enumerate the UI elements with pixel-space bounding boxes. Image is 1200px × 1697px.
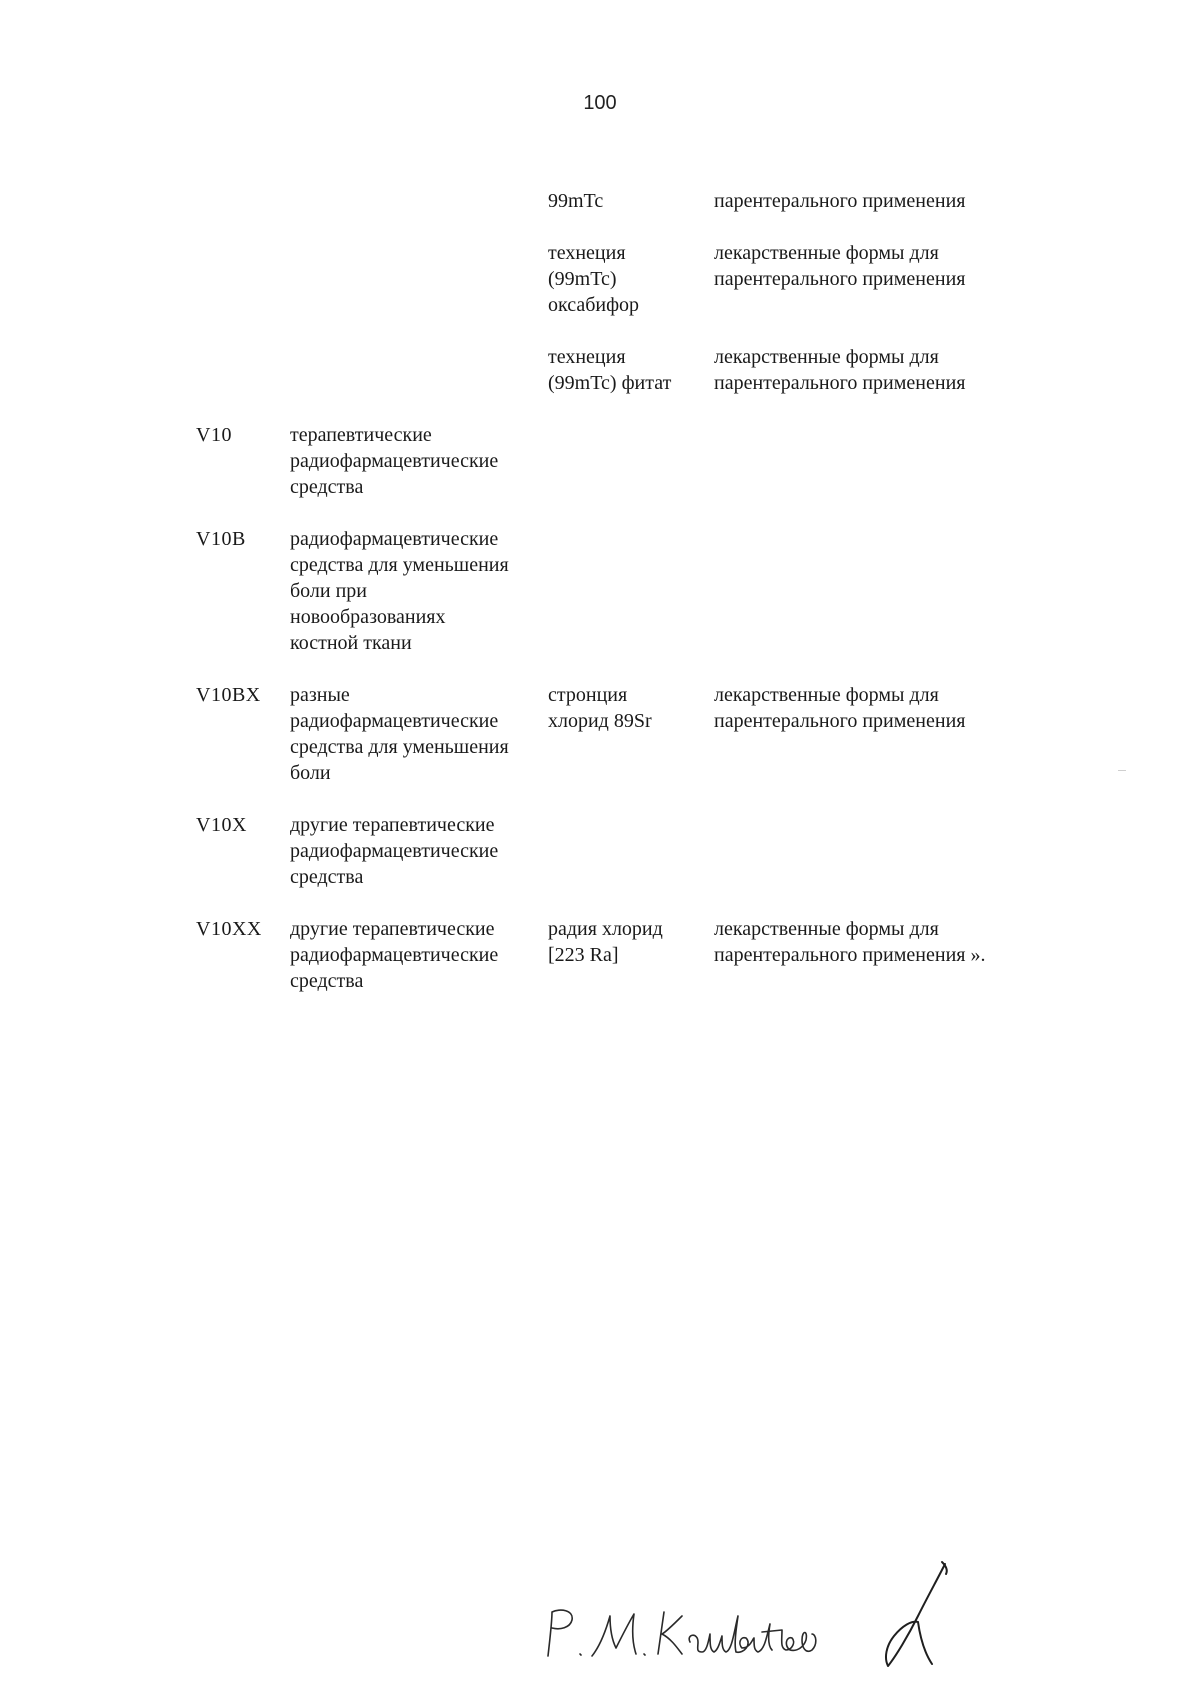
table-row [0,240,1200,318]
atc-code: V10B [196,528,246,550]
atc-code: V10 [196,424,232,446]
table-row [0,812,1200,890]
table-row [0,916,1200,994]
anatomic-therapeutic-group: терапевтические радиофармацевтические средства [290,424,499,498]
table-row [0,422,1200,500]
atc-code: V10X [196,814,247,836]
page-number: 100 [583,92,617,114]
anatomic-therapeutic-group: разные радиофармацевтические средства для уменьшения боли [290,684,509,784]
dosage-form: парентерального применения [714,190,966,212]
drug-name: стронция хлорид 89Sr [548,684,652,732]
anatomic-therapeutic-group: другие терапевтические радиофармацевтические средства [290,814,499,888]
table-row [0,526,1200,656]
table-row [0,344,1200,396]
handwritten-signature [540,1560,1000,1670]
signature-scribble-icon [540,1560,1000,1670]
drug-name: технеция (99mTc) фитат [548,346,672,394]
anatomic-therapeutic-group: радиофармацевтические средства для уменьшения боли при новообразованиях костной ткани [290,528,509,654]
dosage-form: лекарственные формы для парентерального применения [714,346,966,394]
drug-name: технеция (99mTc) оксабифор [548,242,640,316]
drug-name: радия хлорид [223 Ra] [548,918,663,966]
scan-artifact-mark [1118,770,1126,771]
dosage-form: лекарственные формы для парентерального применения [714,242,966,290]
anatomic-therapeutic-group: другие терапевтические радиофармацевтические средства [290,918,499,992]
dosage-form: лекарственные формы для парентерального применения [714,684,966,732]
table-row [0,682,1200,786]
dosage-form: лекарственные формы для парентерального применения ». [714,918,986,966]
table-row [0,188,1200,214]
drug-table [0,188,1200,1020]
atc-code: V10BX [196,684,261,706]
atc-code: V10XX [196,918,262,940]
drug-name: 99mTc [548,190,604,212]
